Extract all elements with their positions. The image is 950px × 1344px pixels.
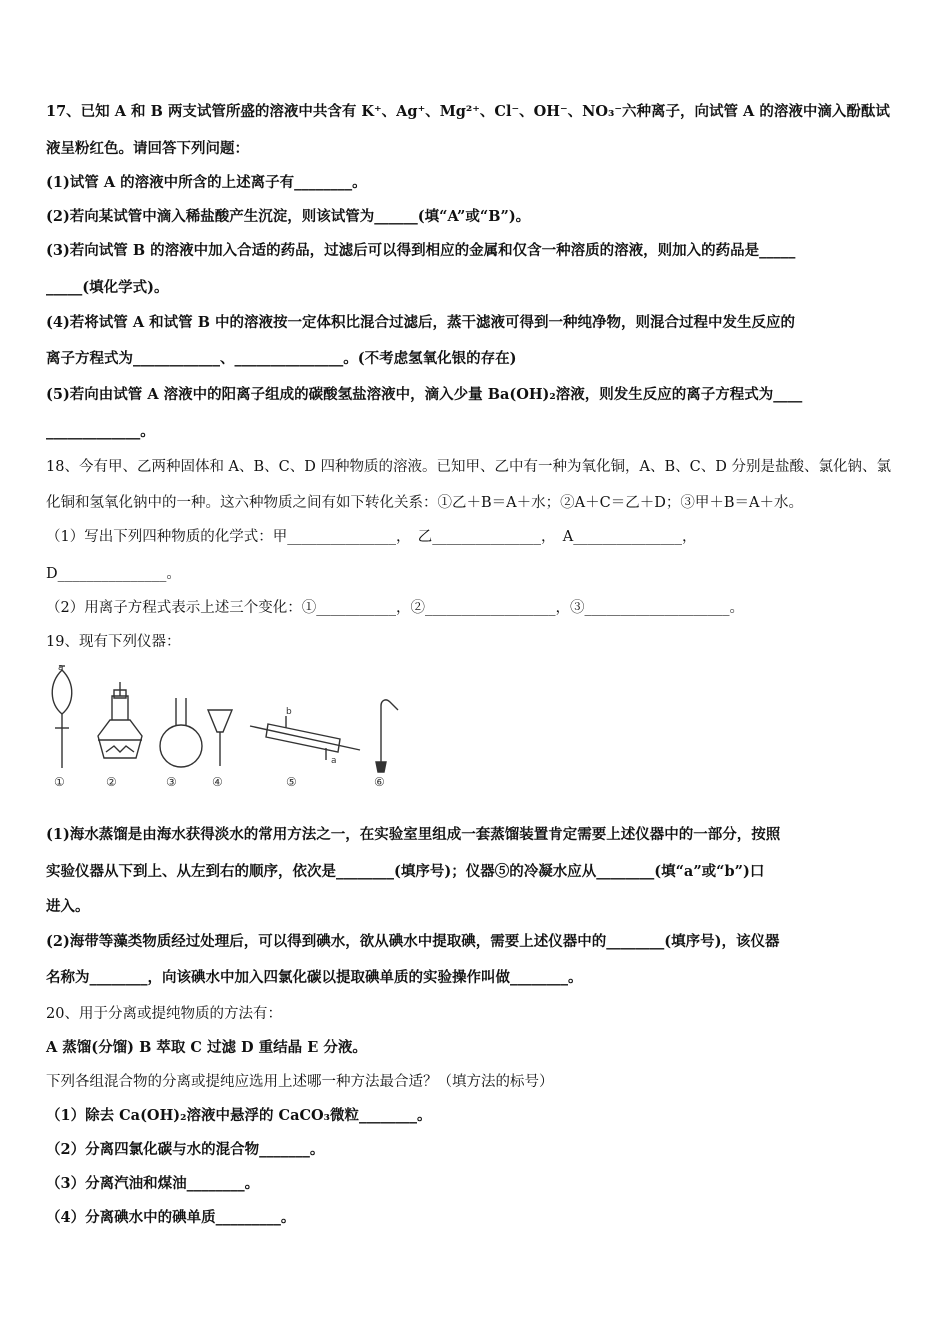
q18-stem-line2: 化铜和氢氧化钠中的一种。这六种物质之间有如下转化关系：①乙＋B＝A＋水；②A＋C＝乙＋D；③甲＋B＝A＋水。 xyxy=(46,495,803,511)
q19-part1-line2: 实验仪器从下到上、从左到右的顺序，依次是________(填序号)；仪器⑤的冷凝水应从________(填“a”或“b”)口 xyxy=(46,863,765,880)
distilling-setup-icon xyxy=(98,682,142,758)
q18-part1-line1: （1）写出下列四种物质的化学式：甲_______________， 乙_______________， A_______________， xyxy=(46,529,697,545)
apparatus-label-6: ⑥ xyxy=(374,775,385,789)
q18-part2: （2）用离子方程式表示上述三个变化：①___________，②__________________，③____________________。 xyxy=(46,600,744,616)
q18-part1-line2: D_______________。 xyxy=(46,566,181,582)
q19-part2-line2: 名称为________，向该碘水中加入四氯化碳以提取碘单质的实验操作叫做________。 xyxy=(46,969,583,986)
q19-part1-line3: 进入。 xyxy=(46,898,90,915)
apparatus-label-5: ⑤ xyxy=(286,775,297,789)
q19-part2-line1: (2)海带等藻类物质经过处理后，可以得到碘水，欲从碘水中提取碘，需要上述仪器中的________(填序号)，该仪器 xyxy=(46,933,780,950)
q17-part1: (1)试管 A 的溶液中所含的上述离子有________。 xyxy=(46,174,367,191)
q17-part4-line1: (4)若将试管 A 和试管 B 中的溶液按一定体积比混合过滤后，蒸干滤液可得到一种纯净物，则混合过程中发生反应的 xyxy=(46,314,796,331)
q20-stem: 20、用于分离或提纯物质的方法有： xyxy=(46,1006,282,1022)
apparatus-label-3: ③ xyxy=(166,775,177,789)
q17-part3-line1: (3)若向试管 B 的溶液中加入合适的药品，过滤后可以得到相应的金属和仅含一种溶质的溶液，则加入的药品是_____ xyxy=(46,242,796,259)
separatory-funnel-icon xyxy=(52,666,72,768)
q20-part1: （1）除去 Ca(OH)₂溶液中悬浮的 CaCO₃微粒________。 xyxy=(46,1107,432,1124)
q20-ask: 下列各组混合物的分离或提纯应选用上述哪一种方法最合适？（填方法的标号） xyxy=(46,1074,554,1090)
stopper-tube-icon xyxy=(376,700,398,772)
q19-stem: 19、现有下列仪器： xyxy=(46,634,181,650)
apparatus-label-2: ② xyxy=(106,775,117,789)
apparatus-figure xyxy=(40,662,420,794)
q19-part1-line1: (1)海水蒸馏是由海水获得淡水的常用方法之一，在实验室里组成一套蒸馏装置肯定需要上述仪器中的一部分，按照 xyxy=(46,826,781,843)
condenser-label-b: b xyxy=(286,707,292,717)
valve-label-a: a xyxy=(58,663,64,673)
condenser-icon xyxy=(250,716,360,760)
q17-part2: (2)若向某试管中滴入稀盐酸产生沉淀，则该试管为______(填“A”或“B”)。 xyxy=(46,208,531,225)
q18-stem-line1: 18、今有甲、乙两种固体和 A、B、C、D 四种物质的溶液。已知甲、乙中有一种为氧化铜，A、B、C、D 分别是盐酸、氯化钠、氯 xyxy=(46,459,891,475)
q17-part5-line1: (5)若向由试管 A 溶液中的阳离子组成的碳酸氢盐溶液中，滴入少量 Ba(OH)₂溶液，则发生反应的离子方程式为____ xyxy=(46,386,803,403)
apparatus-label-4: ④ xyxy=(212,775,223,789)
q20-part4: （4）分离碘水中的碘单质_________。 xyxy=(46,1209,296,1226)
q17-stem-line1: 17、已知 A 和 B 两支试管所盛的溶液中共含有 K⁺、Ag⁺、Mg²⁺、Cl⁻、OH⁻、NO₃⁻六种离子，向试管 A 的溶液中滴入酚酞试 xyxy=(46,103,890,120)
q17-part4-line2: 离子方程式为____________、_______________。(不考虑氢氧化银的存在) xyxy=(46,350,517,367)
funnel-icon xyxy=(208,710,232,766)
q17-part5-line2: _____________。 xyxy=(46,423,155,440)
apparatus-label-1: ① xyxy=(54,775,65,789)
q20-part3: （3）分离汽油和煤油________。 xyxy=(46,1175,260,1192)
q17-stem-line2: 液呈粉红色。请回答下列问题： xyxy=(46,140,249,157)
q17-part3-line2: _____(填化学式)。 xyxy=(46,279,169,296)
round-bottom-flask-icon xyxy=(160,698,202,767)
condenser-label-a: a xyxy=(331,756,337,766)
q20-methods: A 蒸馏(分馏) B 萃取 C 过滤 D 重结晶 E 分液。 xyxy=(46,1039,367,1056)
q20-part2: （2）分离四氯化碳与水的混合物_______。 xyxy=(46,1141,325,1158)
